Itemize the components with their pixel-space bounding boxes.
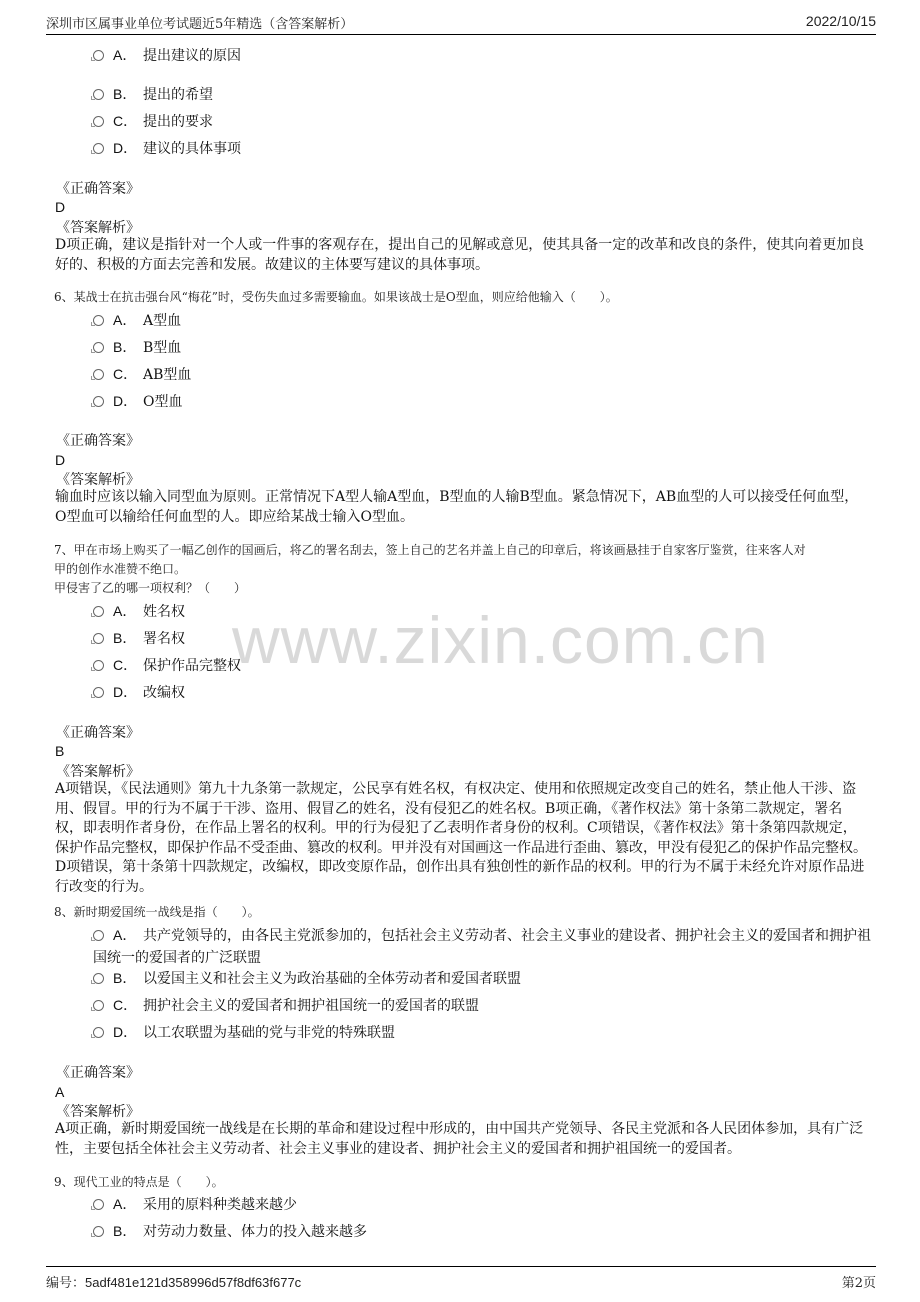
radio-icon[interactable] [93,50,104,61]
q7-question-line3: 甲侵害了乙的哪一项权利？（ ） [54,581,247,595]
radio-icon[interactable] [93,660,104,671]
q8-option-d[interactable]: D． 以工农联盟为基础的党与非党的特殊联盟 [93,1022,395,1043]
footer-code: 编号：5adf481e121d358996d57f8df63f677c [46,1275,302,1291]
q5-correct-label: 《正确答案》 [56,181,140,197]
q9-question: 9、现代工业的特点是（ ）。 [54,1175,224,1189]
radio-icon[interactable] [93,396,104,407]
q6-option-b[interactable]: B． B型血 [93,337,181,358]
q7-analysis-label: 《答案解析》 [56,764,140,780]
q7-answer: B [55,743,65,759]
q5-option-c[interactable]: C． 提出的要求 [93,111,213,132]
q6-question: 6、某战士在抗击强台风“梅花”时，受伤失血过多需要输血。如果该战士是O型血，则应给他输入（ ）。 [54,290,618,304]
radio-icon[interactable] [93,687,104,698]
q8-analysis-label: 《答案解析》 [56,1104,140,1120]
radio-icon[interactable] [93,973,104,984]
q6-analysis: 输血时应该以输入同型血为原则。正常情况下A型人输A型血，B型血的人输B型血。紧急情况下，AB血型的人可以接受任何血型，O型血可以输给任何血型的人。即应给某战士输入O型血。 [55,489,859,525]
q8-question: 8、新时期爱国统一战线是指（ ）。 [54,905,260,919]
q5-option-b[interactable]: B． 提出的希望 [93,84,213,105]
q7-correct-label: 《正确答案》 [56,725,140,741]
document-title: 深圳市区属事业单位考试题近5年精选（含答案解析） [46,17,354,32]
radio-icon[interactable] [93,89,104,100]
q6-analysis-label: 《答案解析》 [56,472,140,488]
q8-correct-label: 《正确答案》 [56,1065,140,1081]
radio-icon[interactable] [93,143,104,154]
q7-option-d[interactable]: D． 改编权 [93,682,185,703]
q7-analysis: A项错误，《民法通则》第九十九条第一款规定，公民享有姓名权，有权决定、使用和依照规定改变自己的姓名，禁止他人干涉、盗用、假冒。甲的行为不属于干涉、盗用、假冒乙的姓名，没有侵犯乙的姓名权。B项正确，《著作权法》第十条第二款规定，署名权，即表明作者身份，在作品上署名的权利。甲的行为侵犯了乙表明作者身份的权利。C项错误，《著作权法》第十条第四款规定，保护作品完整权，即保护作品不受歪曲、篡改的权利。甲并没有对国画这一作品进行歪曲、篡改，甲没有侵犯乙的保护作品完整权。D项错误，第十条第十四款规定，改编权，即改变原作品，创作出具有独创性的新作品的权利。甲的行为不属于未经允许对原作品进行改变的行为。 [55,781,867,895]
q6-answer: D [55,452,66,468]
radio-icon[interactable] [93,369,104,380]
q7-option-b[interactable]: B． 署名权 [93,628,185,649]
q6-option-c[interactable]: C． AB型血 [93,364,191,385]
q5-option-d[interactable]: D． 建议的具体事项 [93,138,241,159]
q9-option-a[interactable]: A． 采用的原料种类越来越少 [93,1194,297,1215]
q7-option-a[interactable]: A． 姓名权 [93,601,185,622]
radio-icon[interactable] [93,315,104,326]
q7-question-line2: 甲的创作水准赞不绝口。 [54,562,187,576]
page-header [46,13,876,33]
radio-icon[interactable] [93,606,104,617]
radio-icon[interactable] [93,1027,104,1038]
q8-option-c[interactable]: C． 拥护社会主义的爱国者和拥护祖国统一的爱国者的联盟 [93,995,479,1016]
radio-icon[interactable] [93,342,104,353]
q7-question-line1: 7、甲在市场上购买了一幅乙创作的国画后，将乙的署名刮去，签上自己的艺名并盖上自己的印章后，将该画悬挂于自家客厅鉴赏，往来客人对 [54,543,806,557]
watermark: www.zixin.com.cn [232,603,769,677]
q5-answer: D [55,199,66,215]
q8-analysis: A项正确，新时期爱国统一战线是在长期的革命和建设过程中形成的，由中国共产党领导、各民主党派和各人民团体参加，具有广泛性，主要包括全体社会主义劳动者、社会主义事业的建设者、拥护社会主义的爱国者和拥护祖国统一的爱国者。 [55,1121,864,1157]
q5-analysis-label: 《答案解析》 [56,220,140,236]
radio-icon[interactable] [93,1199,104,1210]
radio-icon[interactable] [93,930,104,941]
q8-option-a[interactable]: A． 共产党领导的，由各民主党派参加的，包括社会主义劳动者、社会主义事业的建设者、拥护社会主义的爱国者和拥护祖国统一的爱国者的广泛联盟 [93,927,871,966]
q9-option-b[interactable]: B． 对劳动力数量、体力的投入越来越多 [93,1221,367,1242]
header-rule [46,34,876,35]
q7-option-c[interactable]: C． 保护作品完整权 [93,655,241,676]
q5-option-a[interactable]: A． 提出建议的原因 [93,45,241,66]
q6-correct-label: 《正确答案》 [56,433,140,449]
page-number: 第2页 [841,1276,876,1291]
q5-analysis: D项正确，建议是指针对一个人或一件事的客观存在，提出自己的见解或意见，使其具备一定的改革和改良的条件，使其向着更加良好的、积极的方面去完善和发展。故建议的主体要写建议的具体事项。 [55,237,865,273]
q6-option-a[interactable]: A． A型血 [93,310,181,331]
radio-icon[interactable] [93,1000,104,1011]
radio-icon[interactable] [93,1226,104,1237]
q6-option-d[interactable]: D． O型血 [93,391,182,412]
radio-icon[interactable] [93,633,104,644]
radio-icon[interactable] [93,116,104,127]
header-date: 2022/10/15 [805,13,876,29]
q8-answer: A [55,1084,65,1100]
footer-rule [46,1266,876,1267]
q8-option-b[interactable]: B． 以爱国主义和社会主义为政治基础的全体劳动者和爱国者联盟 [93,968,521,989]
